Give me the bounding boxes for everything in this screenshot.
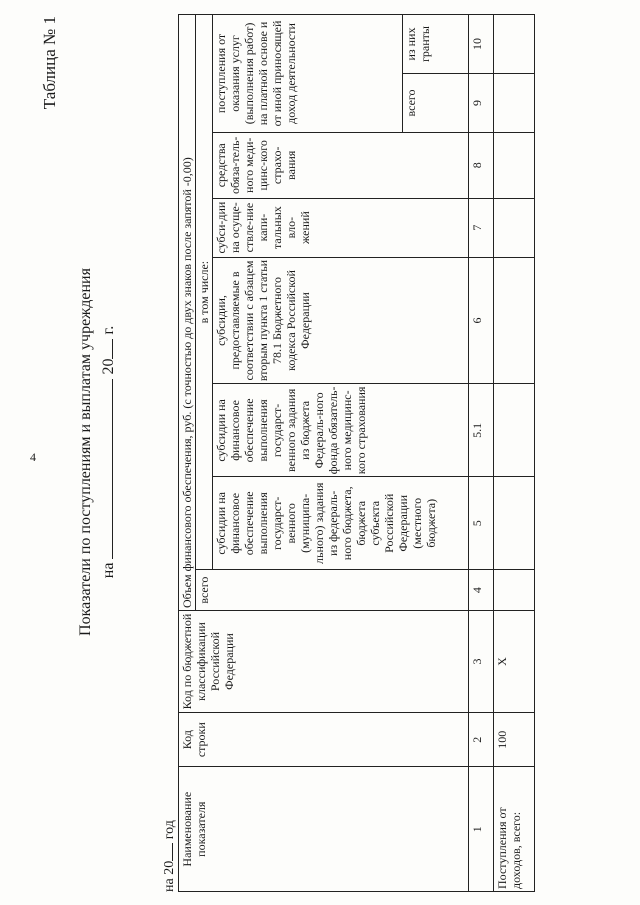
header-row-1 [179, 15, 196, 892]
col-num: 4 [469, 570, 494, 611]
col-num: 2 [469, 713, 494, 767]
column-numbers-row [469, 15, 494, 892]
header-col9-top: поступления от оказания услуг (выполнения работ) на платной основе и от иной приносящей доход деятельности [213, 15, 403, 133]
table-row [494, 15, 535, 892]
date-line [98, 12, 118, 892]
document-title: Показатели по поступлениям и выплатам учреждения [77, 268, 94, 636]
indicators-table [178, 14, 535, 892]
row-code: 100 [494, 713, 535, 767]
header-col7: субси-дии на осуще-ствле-ние капи-тальных вло-жений [213, 198, 469, 257]
header-col6: субсидии, предоставляемые в соответствии с абзацем вторым пункта 1 статьи 78.1 Бюджетного кодекса Российской Федерации [213, 257, 469, 384]
year-suffix: год [162, 820, 177, 840]
header-col5: субсидии на финансовое обеспечение выполнения государст-венного (муниципа-льного) задания из федераль-ного бюджета, бюджета субъекта Российской Федерации (местного бюджета) [213, 477, 469, 570]
row-cell [494, 257, 535, 384]
year-line [158, 820, 178, 892]
row-name: Поступления от доходов, всего: [494, 767, 535, 892]
row-cell [494, 74, 535, 133]
year-prefix: на 20 [162, 860, 177, 892]
col-num: 10 [469, 15, 494, 74]
row-cell [494, 15, 535, 74]
year-line-blank [158, 843, 173, 861]
row-cell [494, 477, 535, 570]
date-year: 20 [100, 358, 117, 375]
col-num: 9 [469, 74, 494, 133]
col-num: 6 [469, 257, 494, 384]
header-col9: всего [403, 74, 469, 133]
date-year-suffix: г. [100, 325, 117, 335]
header-col10: из них гранты [403, 15, 469, 74]
rotated-page [40, 12, 600, 892]
col-num: 1 [469, 767, 494, 892]
col-num: 5.1 [469, 384, 494, 477]
col-num: 5 [469, 477, 494, 570]
row-cell [494, 198, 535, 257]
col-num: 8 [469, 132, 494, 198]
col-num: 3 [469, 611, 494, 713]
col-num: 7 [469, 198, 494, 257]
row-cell [494, 132, 535, 198]
header-col8: средства обяза-тель-ного меди-цинс-кого страхо-вания [213, 132, 469, 198]
date-prefix: на [100, 562, 117, 579]
header-line-code: Код строки [179, 713, 469, 767]
row-cell [494, 570, 535, 611]
row-cell [494, 384, 535, 477]
header-total: всего [196, 570, 469, 611]
page-number: 4 [30, 450, 36, 464]
year-blank [98, 339, 113, 359]
header-volume: Объем финансового обеспечения, руб. (с точностью до двух знаков после запятой -0,00) [179, 15, 196, 611]
header-budget-code: Код по бюджетной классификации Российской Федерации [179, 611, 469, 713]
header-including: в том числе: [196, 15, 213, 570]
header-col51: субсидии на финансовое обеспечение выполнения государст-венного задания из бюджета Федераль-ного фонда обязатель-ного медицинс-кого страхования [213, 384, 469, 477]
header-name: Наименование показателя [179, 767, 469, 892]
date-blank [98, 379, 113, 559]
row-budget-code: X [494, 611, 535, 713]
table-number: Таблица № 1 [40, 16, 59, 110]
